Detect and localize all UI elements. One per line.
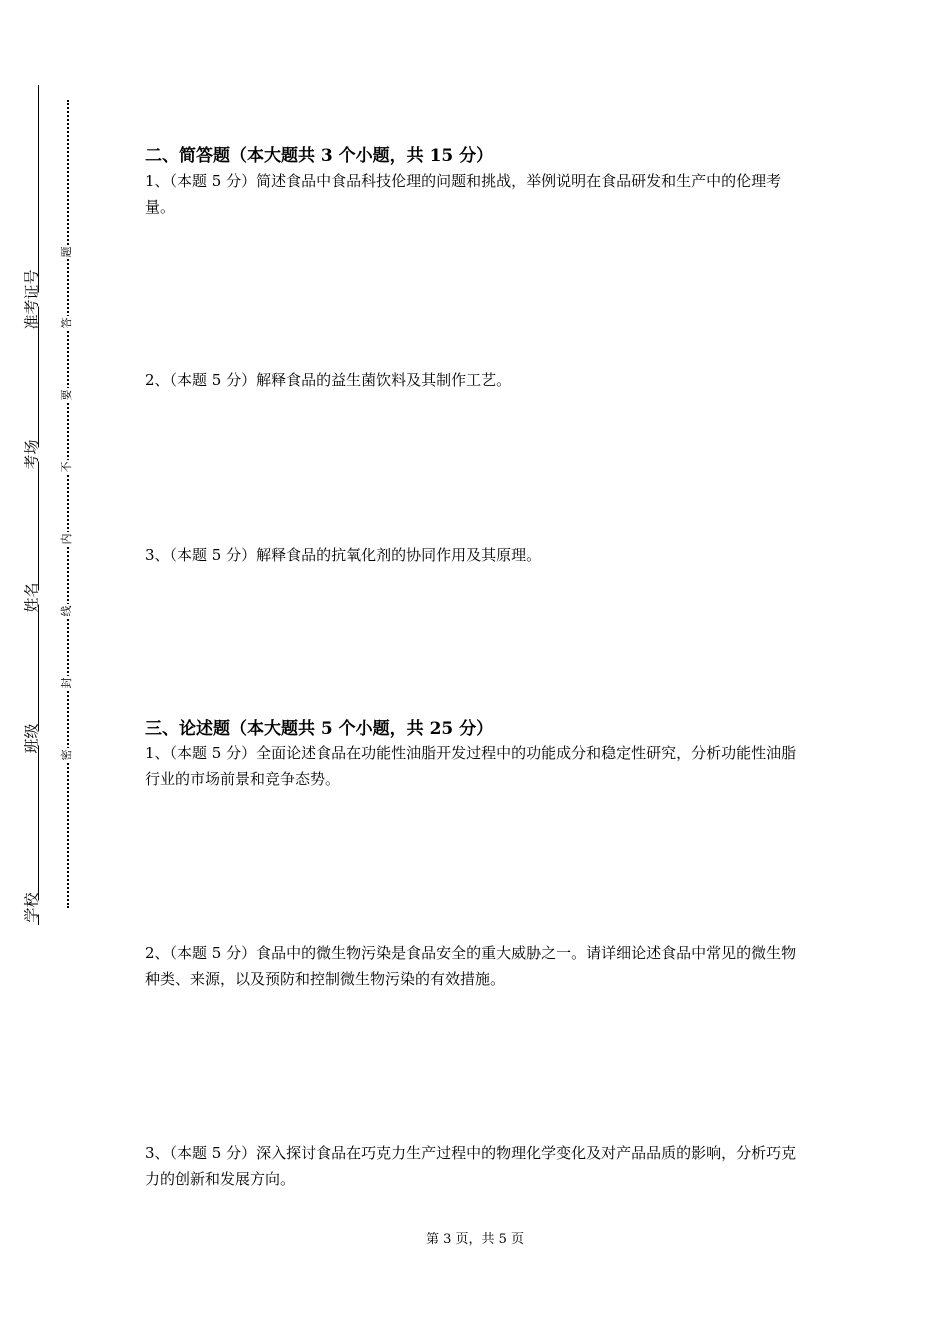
section-2-question-2: 2、（本题 5 分）解释食品的益生菌饮料及其制作工艺。 [145, 371, 512, 389]
section-2-question-1: 1、（本题 5 分）简述食品中食品科技伦理的问题和挑战，举例说明在食品研发和生产中的伦理考量。 [145, 172, 782, 216]
seal-char: 线 [60, 605, 73, 617]
section-3-question-1: 1、（本题 5 分）全面论述食品在功能性油脂开发过程中的功能成分和稳定性研究，分析功能性油脂行业的市场前景和竞争态势。 [145, 744, 797, 788]
section-2-question-3: 3、（本题 5 分）解释食品的抗氧化剂的协同作用及其原理。 [145, 546, 542, 564]
seal-char: 密 [60, 749, 73, 761]
seal-dotted-line [67, 100, 69, 908]
seal-char: 答 [60, 317, 73, 329]
seal-char: 不 [60, 461, 73, 473]
seal-char: 封 [60, 677, 73, 689]
binding-line [38, 85, 39, 925]
school-label: 学校 [22, 892, 41, 923]
exam-id-label: 准考证号 [22, 269, 41, 330]
name-label: 姓名 [22, 582, 41, 613]
exam-room-label: 考场 [22, 439, 41, 470]
class-label: 班级 [22, 723, 41, 754]
seal-char: 内 [60, 533, 73, 545]
section-3-question-2: 2、（本题 5 分）食品中的微生物污染是食品安全的重大威胁之一。请详细论述食品中常见的微生物种类、来源，以及预防和控制微生物污染的有效措施。 [145, 944, 797, 988]
section-3-question-3: 3、（本题 5 分）深入探讨食品在巧克力生产过程中的物理化学变化及对产品品质的影响，分析巧克力的创新和发展方向。 [145, 1144, 797, 1188]
page-number: 第 3 页，共 5 页 [425, 1232, 525, 1247]
seal-char: 要 [60, 389, 73, 401]
seal-char: 题 [60, 246, 73, 258]
section-2-title: 二、简答题（本大题共 3 个小题，共 15 分） [145, 146, 494, 166]
section-3-title: 三、论述题（本大题共 5 个小题，共 25 分） [145, 719, 494, 739]
